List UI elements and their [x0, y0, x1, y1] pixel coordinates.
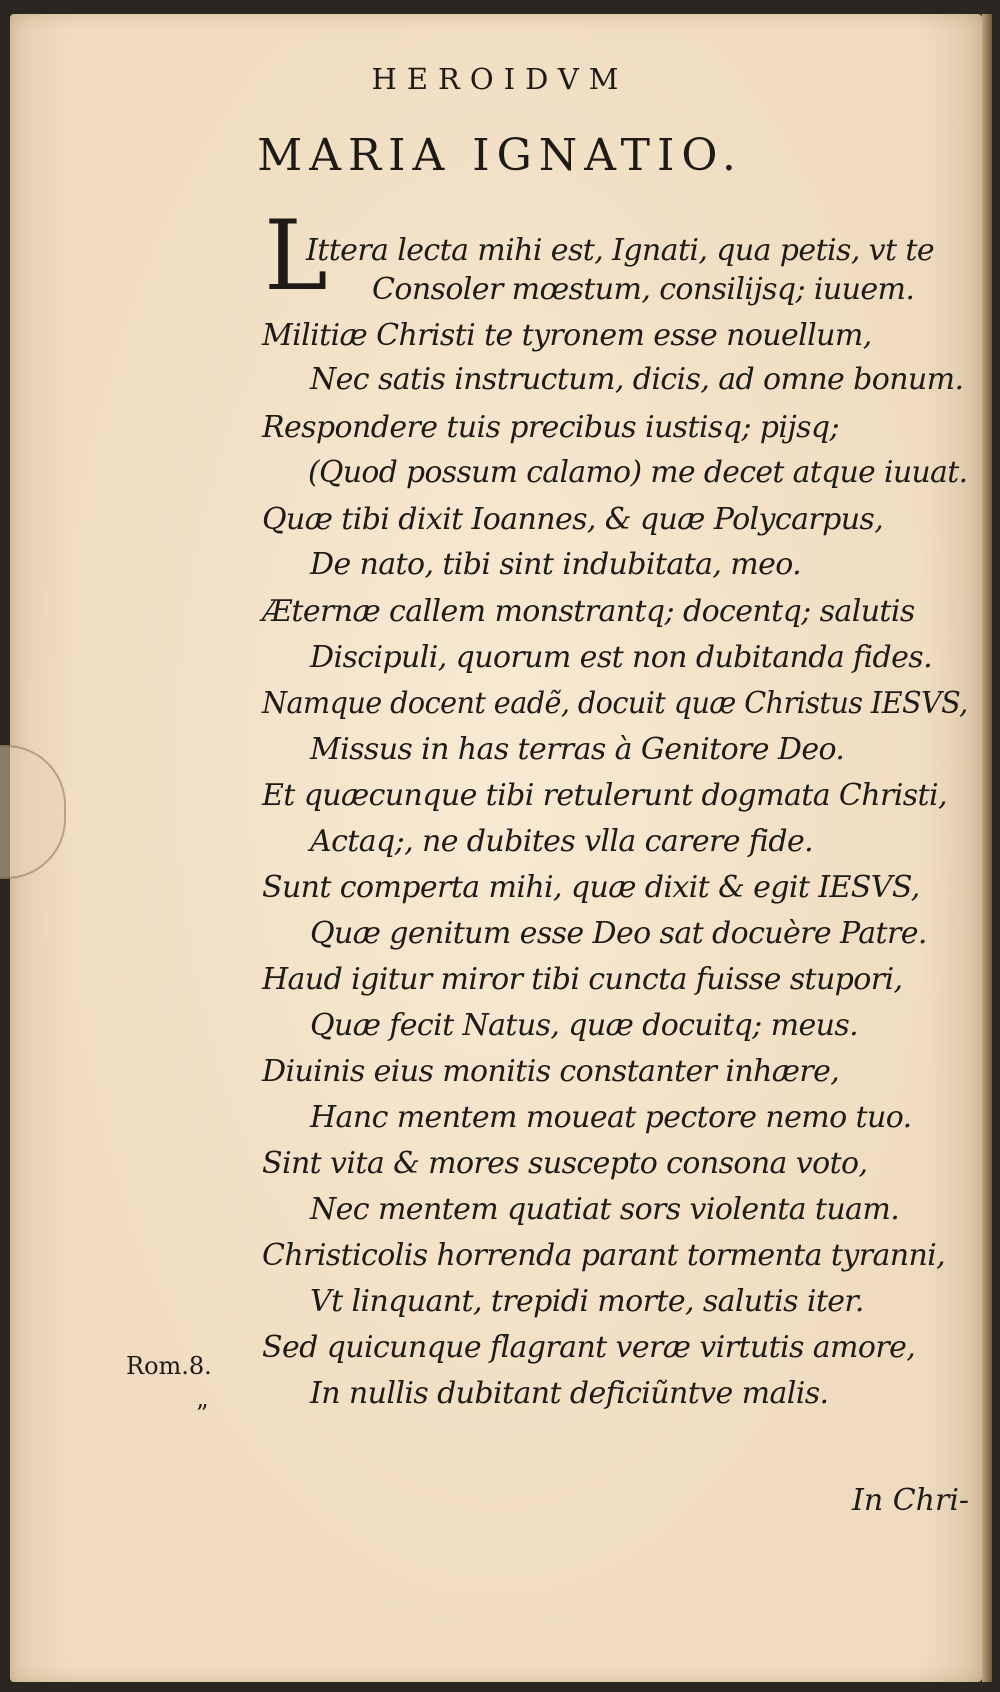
verse-line: Consoler mœstum, consilijsq; iuuem. — [372, 272, 915, 307]
verse-line: Ittera lecta mihi est, Ignati, qua petis, vt te — [306, 233, 935, 268]
verse-line: Et quæcunque tibi retulerunt dogmata Christi, — [262, 778, 947, 813]
verse-line: Quæ fecit Natus, quæ docuitq; meus. — [310, 1008, 859, 1043]
verse-line: Hanc mentem moueat pectore nemo tuo. — [310, 1100, 912, 1135]
verse-line: Æternæ callem monstrantq; docentq; salutis — [262, 594, 915, 629]
margin-note-reference: Rom.8. — [126, 1352, 212, 1380]
verse-line: Vt linquant, trepidi morte, salutis iter. — [310, 1284, 864, 1319]
running-head: HEROIDVM — [371, 62, 629, 96]
verse-line: Diuinis eius monitis constanter inhære, — [262, 1054, 840, 1089]
verse-line: Sed quicunque flagrant veræ virtutis amore, — [262, 1330, 916, 1365]
verse-line: Christicolis horrenda parant tormenta tyranni, — [262, 1238, 946, 1273]
verse-line: Quæ genitum esse Deo sat docuère Patre. — [310, 916, 927, 951]
verse-line: Quæ tibi dixit Ioannes, & quæ Polycarpus, — [262, 502, 884, 537]
drop-cap: L — [264, 200, 328, 312]
verse-line: Missus in has terras à Genitore Deo. — [310, 732, 845, 767]
verse-line: Sunt comperta mihi, quæ dixit & egit IESVS, — [262, 870, 920, 905]
verse-line: Sint vita & mores suscepto consona voto, — [262, 1146, 868, 1181]
verse-line: Haud igitur miror tibi cuncta fuisse stupori, — [262, 962, 903, 997]
verse-line: Militiæ Christi te tyronem esse nouellum, — [262, 318, 872, 353]
verse-line: In nullis dubitant deficiũntve malis. — [310, 1376, 829, 1411]
poem-title: MARIA IGNATIO. — [257, 130, 743, 181]
verse-line: (Quod possum calamo) me decet atque iuuat. — [308, 455, 968, 490]
verse-line: Namque docent eadẽ, docuit quæ Christus IESVS, — [262, 686, 968, 721]
verse-line: De nato, tibi sint indubitata, meo. — [310, 547, 802, 582]
catchword: In Chri- — [852, 1483, 970, 1518]
verse-line: Nec satis instructum, dicis, ad omne bonum. — [310, 362, 964, 397]
margin-note-quote-mark: ” — [196, 1400, 209, 1428]
verse-line: Nec mentem quatiat sors violenta tuam. — [310, 1192, 900, 1227]
verse-line: Actaq;, ne dubites vlla carere fide. — [310, 824, 814, 859]
verse-line: Discipuli, quorum est non dubitanda fides. — [310, 640, 933, 675]
verse-line: Respondere tuis precibus iustisq; pijsq; — [262, 410, 839, 445]
